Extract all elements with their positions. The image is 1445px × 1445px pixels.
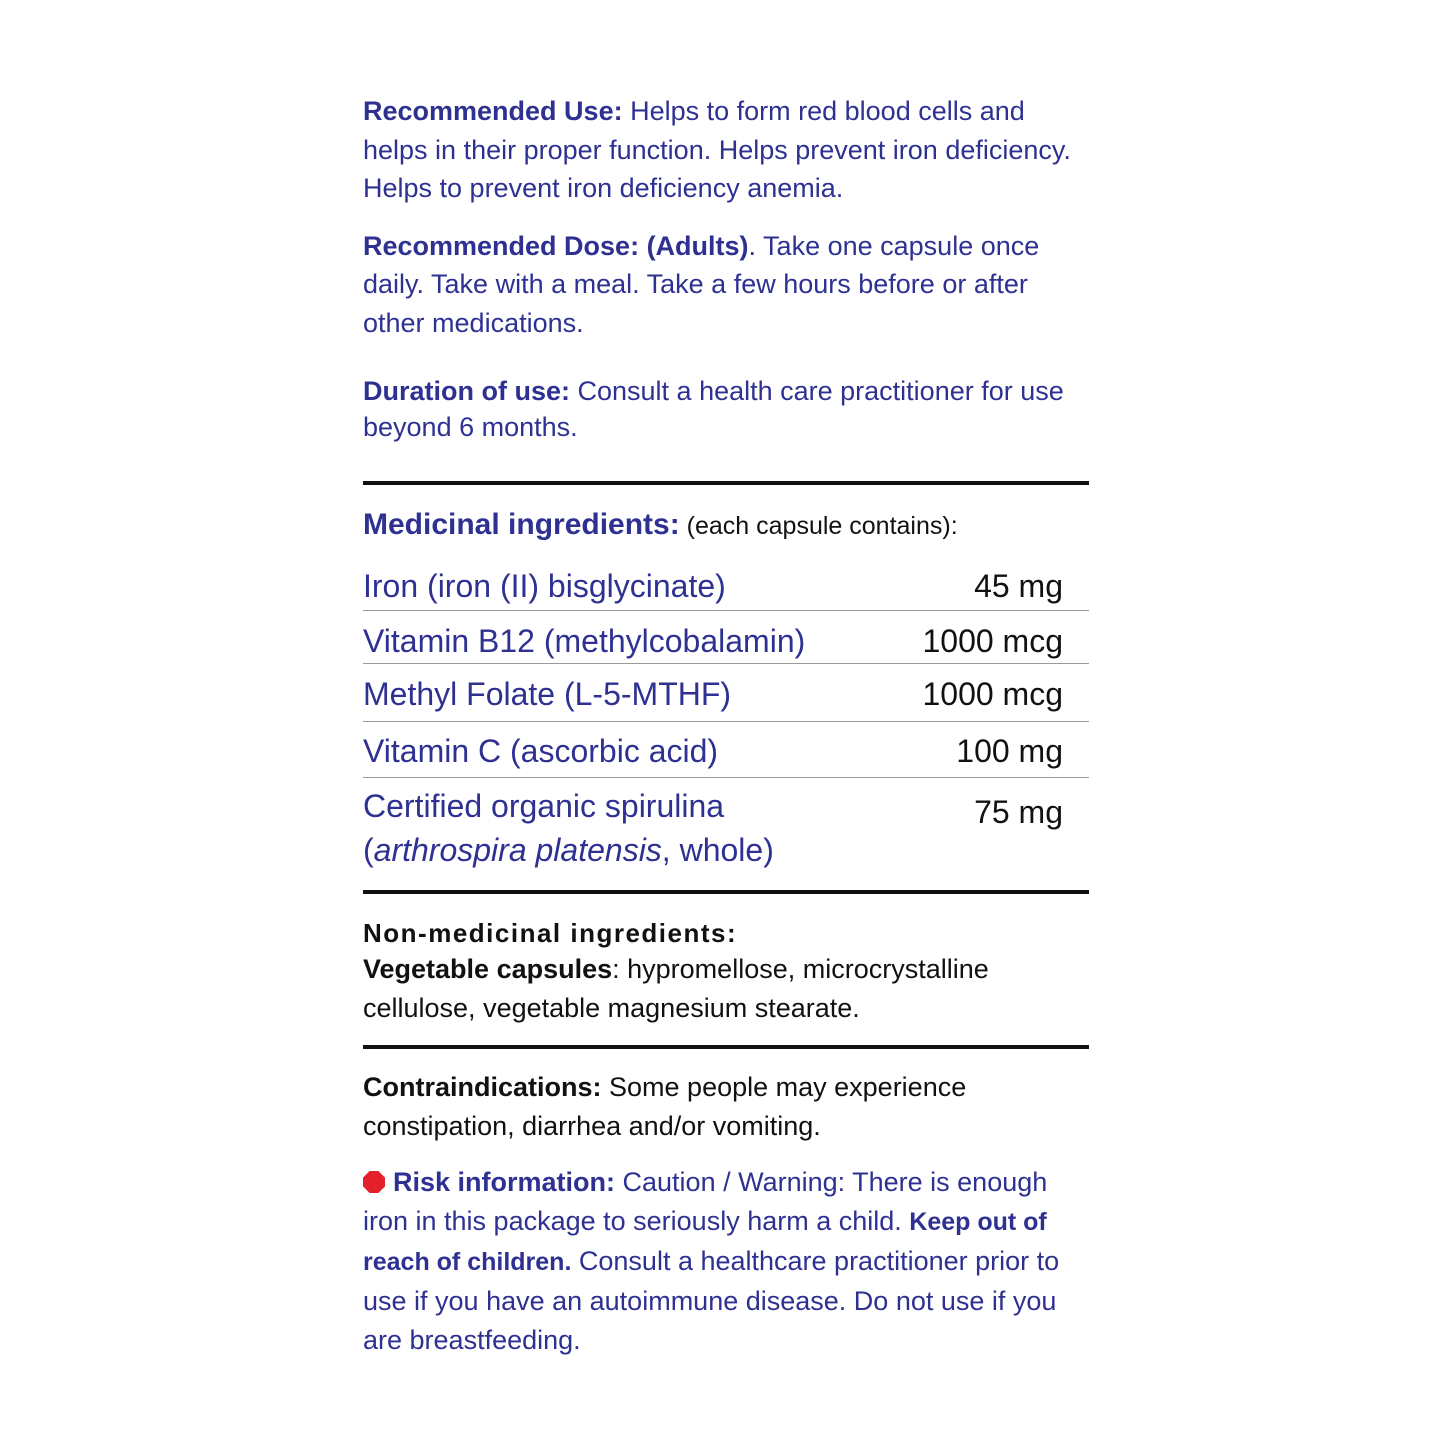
risk-label: Risk information: (393, 1167, 616, 1197)
contraindications-text: Some people may experience constipation, diarrhea and/or vomiting. (363, 1072, 967, 1141)
recommended-use (363, 92, 1089, 208)
table-row (363, 778, 1089, 890)
nonmedicinal-heading: Non-medicinal ingredients: (363, 918, 738, 948)
recommended-use-text: Helps to form red blood cells and helps in their proper function. Helps prevent iron deficiency. Helps to prevent iron deficiency anemia. (363, 96, 1071, 203)
recommended-dose-text: . Take one capsule once daily. Take with a meal. Take a few hours before or after other medications. (363, 230, 1040, 338)
divider (363, 481, 1089, 485)
nonmedicinal-text (363, 950, 1089, 1028)
medicinal-label: Medicinal ingredients: (363, 508, 680, 541)
duration-text: Consult a health care practitioner for use beyond 6 months. (363, 376, 1064, 442)
risk-text-2: Consult a healthcare practitioner prior to use if you have an autoimmune disease. Do not use if you are breastfeeding. (363, 1246, 1060, 1355)
recommended-dose (363, 227, 1089, 343)
ingredient-name: Iron (iron (II) bisglycinate) (363, 568, 726, 604)
ingredient-name: Methyl Folate (L-5-MTHF) (363, 676, 732, 712)
table-row (363, 722, 1089, 777)
table-row (363, 611, 1089, 663)
table-row (363, 664, 1089, 721)
divider (363, 1045, 1089, 1049)
recommended-dose-label: Recommended Dose: (Adults) (363, 230, 749, 261)
ingredient-name: Vitamin C (ascorbic acid) (363, 733, 719, 769)
spirulina-line1: Certified organic spirulina (363, 788, 725, 824)
ingredient-amount: 45 mg (974, 568, 1063, 604)
contraindications (363, 1068, 1089, 1146)
ingredient-name (363, 784, 774, 872)
risk-information (363, 1163, 1089, 1360)
medicinal-heading (363, 505, 1089, 546)
medicinal-sub: (each capsule contains): (679, 512, 958, 540)
ingredient-name: Vitamin B12 (methylcobalamin) (363, 623, 806, 659)
table-row (363, 562, 1089, 610)
supplement-label (363, 92, 1089, 1360)
recommended-use-label: Recommended Use: (363, 96, 623, 126)
duration-of-use (363, 373, 1089, 445)
capsule-label: Vegetable capsules (363, 954, 613, 984)
ingredients-table (363, 562, 1089, 890)
divider (363, 890, 1089, 894)
ingredient-amount: 1000 mcg (922, 623, 1063, 659)
risk-text-1: Caution / Warning: There is enough iron in this package to seriously harm a child. (363, 1167, 1048, 1236)
capsule-text: : hypromellose, microcrystalline cellulose, vegetable magnesium stearate. (363, 954, 989, 1023)
ingredient-amount: 75 mg (974, 794, 1063, 830)
risk-bold: Keep out of reach of children. (363, 1208, 1047, 1276)
ingredient-amount: 1000 mcg (922, 676, 1063, 712)
ingredient-amount: 100 mg (956, 733, 1063, 769)
contraindications-label: Contraindications: (363, 1072, 602, 1102)
duration-label: Duration of use: (363, 376, 570, 406)
stop-icon (363, 1171, 385, 1193)
spirulina-latin: arthrospira platensis (373, 832, 662, 868)
spirulina-rest: , whole) (661, 832, 774, 868)
spirulina-open: ( (363, 832, 374, 868)
